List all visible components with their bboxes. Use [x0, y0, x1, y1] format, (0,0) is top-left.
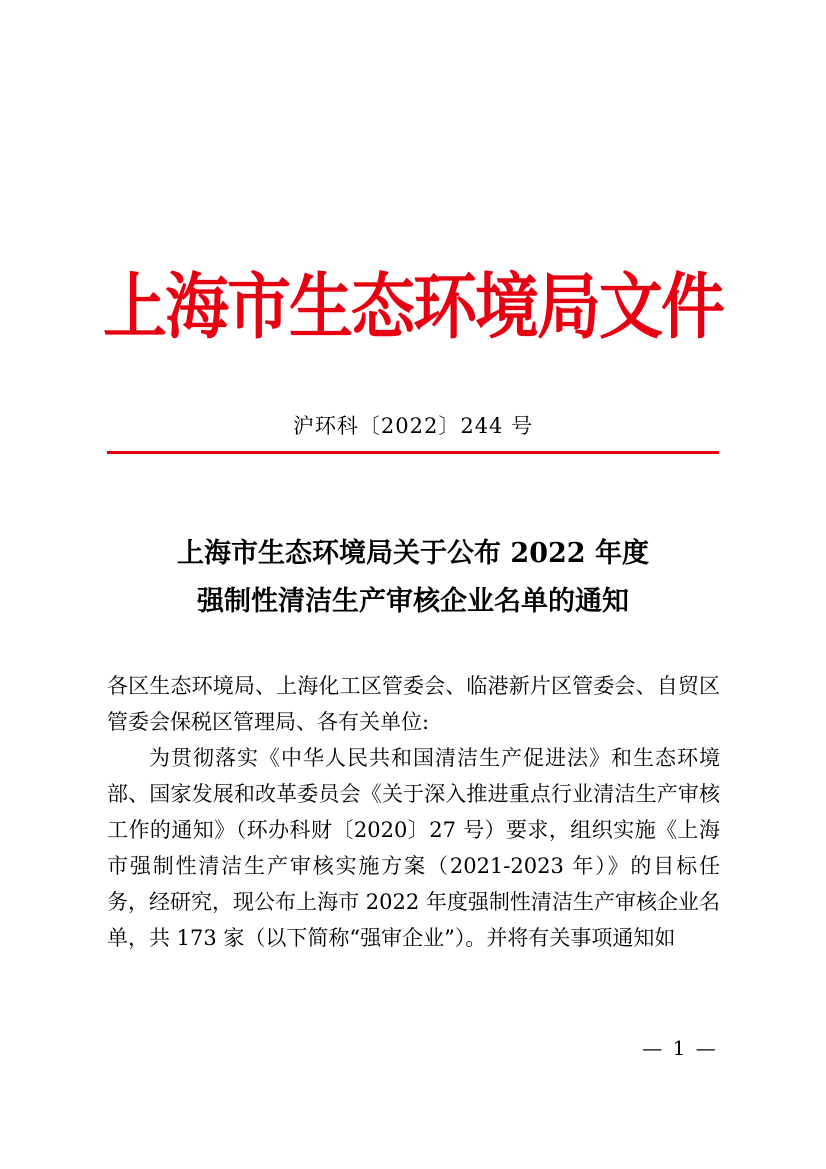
- title-line-1: 上海市生态环境局关于公布 2022 年度: [177, 538, 649, 569]
- page-number: — 1 —: [642, 1036, 718, 1060]
- salutation: 各区生态环境局、上海化工区管委会、临港新片区管委会、自贸区管委会保税区管理局、各有关单位:: [107, 674, 720, 734]
- agency-masthead: 上海市生态环境局文件: [103, 265, 723, 350]
- document-body: [107, 668, 720, 956]
- title-line-2: 强制性清洁生产审核企业名单的通知: [197, 586, 629, 617]
- document-title: [0, 530, 826, 626]
- document-number: 沪环科〔2022〕244 号: [292, 414, 534, 438]
- body-paragraph-1: 为贯彻落实《中华人民共和国清洁生产促进法》和生态环境部、国家发展和改革委员会《关于深入推进重点行业清洁生产审核工作的通知》（环办科财〔2020〕27 号）要求，组织实施《上海市强制性清洁生产审核实施方案（2021-2023 年）》的目标任务，经研究，现公布上海市 2022 年度强制性清洁生产审核企业名单，共 173 家（以下简称“强审企业”）。并将有关事项通知如: [107, 746, 720, 950]
- header-divider: [107, 451, 719, 454]
